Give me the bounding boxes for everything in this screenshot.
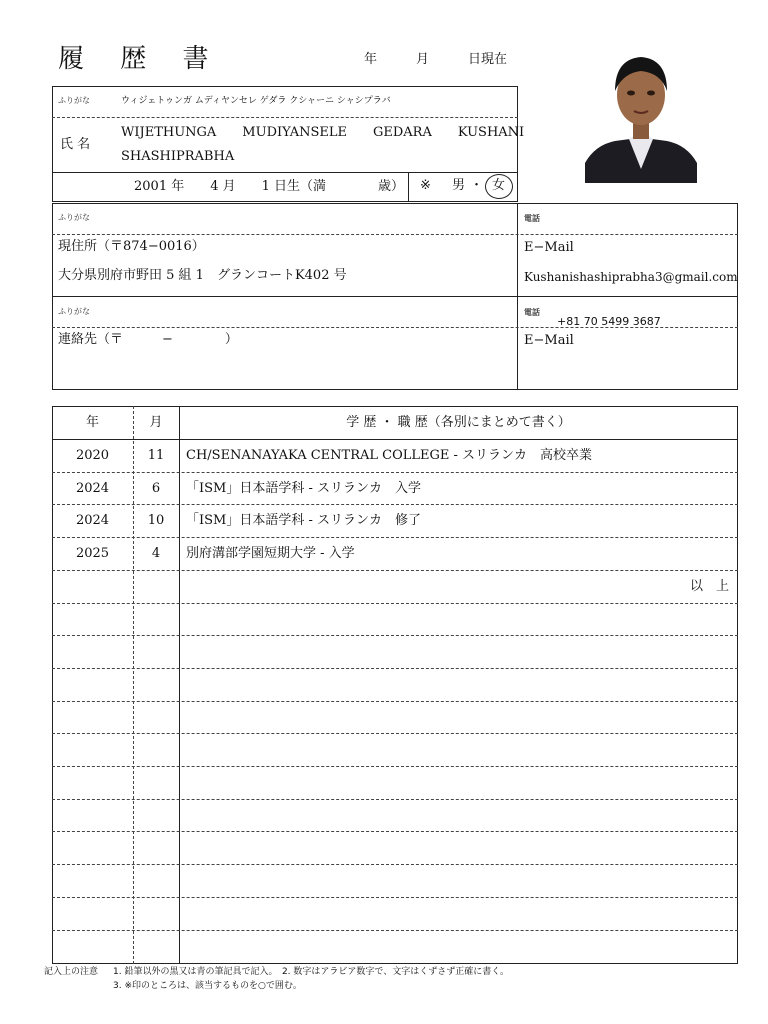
- row-divider: [52, 733, 738, 734]
- column-divider: [179, 406, 180, 964]
- name-label: 氏 名: [60, 137, 91, 152]
- row-divider: [52, 766, 738, 767]
- column-header-month: 月: [149, 415, 163, 430]
- history-description: CH/SENANAYAKA CENTRAL COLLEGE - スリランカ 高校卒業: [186, 448, 593, 463]
- applicant-photo: [585, 45, 697, 183]
- history-month: 10: [147, 513, 165, 528]
- name-line-1: WIJETHUNGA MUDIYANSELE GEDARA KUSHANI: [121, 125, 525, 140]
- gender-female: 女: [492, 178, 506, 193]
- row-divider: [52, 472, 738, 473]
- date-label: 年 月 日現在: [364, 52, 508, 67]
- column-header-description: 学 歴 ・ 職 歴（各別にまとめて書く）: [346, 415, 571, 430]
- history-month: 11: [147, 448, 165, 463]
- row-divider: [52, 537, 738, 538]
- row-divider: [52, 701, 738, 702]
- furigana-value: ウィジェトゥンガ ムディヤンセレ ゲダラ クシャーニ シャシプラバ: [121, 96, 391, 106]
- divider: [52, 117, 518, 118]
- row-divider: [52, 668, 738, 669]
- history-month: 4: [151, 546, 161, 561]
- notes-line-2: 3. ※印のところは、該当するものを○で囲む。: [113, 981, 302, 991]
- contact-email-label: E−Mail: [524, 333, 574, 348]
- contact-label: 連絡先（〒 − ）: [58, 332, 238, 347]
- header-divider: [52, 439, 738, 440]
- history-description: 「ISM」日本語学科 - スリランカ 入学: [186, 481, 422, 496]
- phone-label: 電話: [524, 213, 540, 223]
- email-value: Kushanishashiprabha3@gmail.com: [524, 270, 738, 284]
- name-line-2: SHASHIPRABHA: [121, 149, 235, 164]
- history-year: 2024: [75, 513, 110, 528]
- gender-mark: ※: [420, 178, 431, 193]
- column-header-year: 年: [85, 415, 99, 430]
- address-value: 大分県別府市野田 5 組 1 グランコートK402 号: [58, 268, 347, 283]
- contact-phone-value: +81 70 5499 3687: [557, 315, 661, 328]
- row-divider: [52, 504, 738, 505]
- row-divider: [52, 635, 738, 636]
- row-divider: [52, 831, 738, 832]
- furigana-label: ふりがな: [58, 96, 90, 105]
- history-year: 2024: [75, 481, 110, 496]
- divider: [52, 234, 738, 235]
- notes-label: 記入上の注意: [44, 967, 99, 977]
- birth-date: 2001 年 4 月 1 日生（満 歳）: [134, 179, 405, 194]
- history-year: 2025: [75, 546, 110, 561]
- divider: [52, 296, 738, 297]
- row-divider: [52, 897, 738, 898]
- history-description: 「ISM」日本語学科 - スリランカ 修了: [186, 513, 422, 528]
- address-furigana-label: ふりがな: [58, 213, 90, 222]
- gender-male: 男: [452, 178, 466, 193]
- notes-line-1: 1. 鉛筆以外の黒又は青の筆記具で記入。 2. 数字はアラビア数字で、文字はくずさず正確に書く。: [113, 967, 510, 977]
- row-divider: [52, 570, 738, 571]
- contact-phone-label: 電話: [524, 307, 540, 317]
- end-mark: 以 上: [690, 579, 730, 594]
- portrait-image: [585, 45, 697, 183]
- email-label: E−Mail: [524, 240, 574, 255]
- row-divider: [52, 930, 738, 931]
- history-month: 6: [151, 481, 161, 496]
- history-description: 別府溝部学園短期大学 - 入学: [186, 546, 355, 561]
- address-label: 現住所（〒874−0016）: [58, 239, 205, 254]
- divider: [408, 172, 409, 202]
- row-divider: [52, 799, 738, 800]
- page-title: 履 歴 書: [58, 44, 223, 74]
- history-year: 2020: [75, 448, 110, 463]
- divider: [52, 172, 518, 173]
- contact-furigana-label: ふりがな: [58, 307, 90, 316]
- row-divider: [52, 864, 738, 865]
- row-divider: [52, 603, 738, 604]
- gender-separator: ・: [470, 178, 484, 193]
